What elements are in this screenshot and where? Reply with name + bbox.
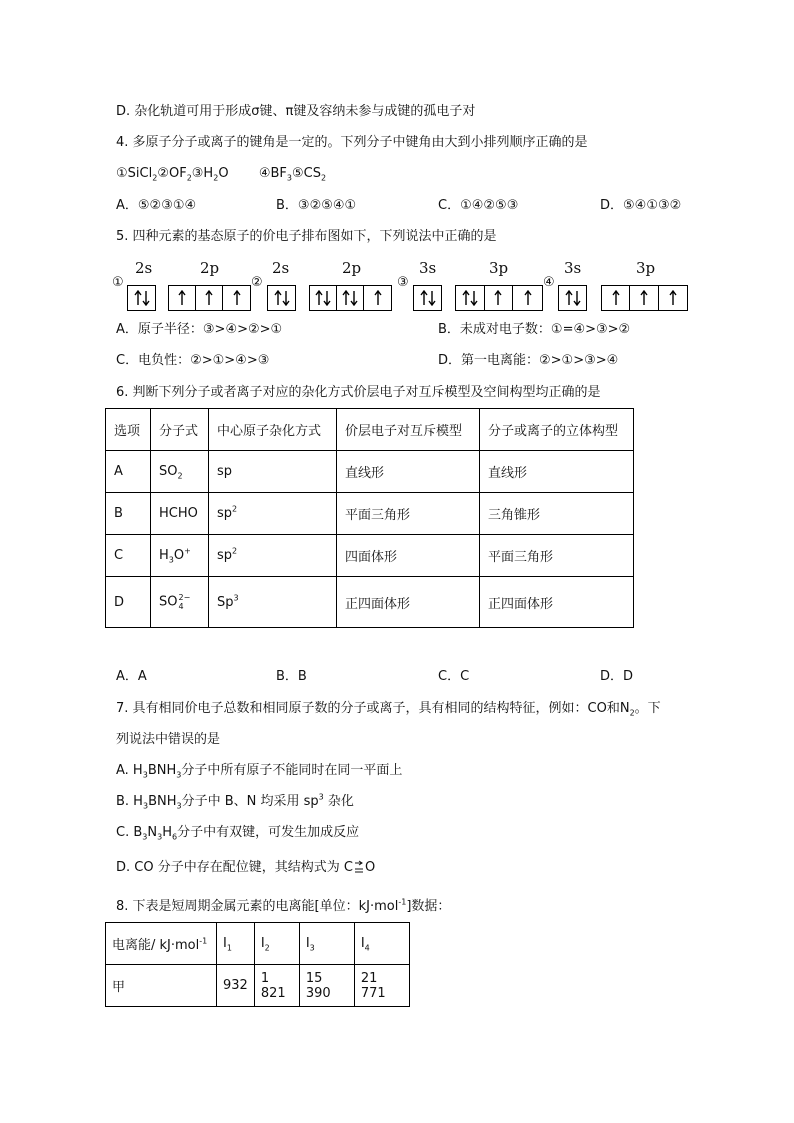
spin-up-arrow-icon: [274, 290, 282, 306]
table-header-cell: 分子式: [151, 409, 209, 451]
orbital-label-p-1: 2p: [200, 259, 220, 277]
s-orbital-box-3: [413, 285, 442, 311]
q6-table: [105, 408, 634, 628]
q5-option-c: C．电负性：②>①>④>③: [116, 353, 270, 368]
table-header-cell: $I_3$: [299, 923, 354, 965]
orbital-cell: [268, 286, 295, 310]
spin-down-arrow-icon: [323, 290, 331, 306]
orbital-cell: [659, 286, 687, 310]
q6-stem: 6. 判断下列分子或者离子对应的杂化方式价层电子对互斥模型及空间构型均正确的是: [116, 385, 601, 400]
spin-up-arrow-icon: [612, 290, 620, 306]
q5-option-a: A．原子半径：③>④>②>①: [116, 322, 283, 337]
hybridization-cell: Sp$^3$: [209, 577, 337, 628]
table-cell: 932: [217, 965, 255, 1007]
table-header-cell: 中心原子杂化方式: [209, 409, 337, 451]
hybridization-cell: $sp^2$: [209, 535, 337, 577]
table-header-cell: 价层电子对互斥模型: [337, 409, 480, 451]
table-header-cell: $I_4$: [354, 923, 409, 965]
atom-number-1: ①: [112, 275, 124, 290]
q4-option-d: D．⑤④①③②: [600, 198, 682, 213]
shape-cell: 正四面体形: [480, 577, 634, 628]
table-row: [106, 577, 634, 628]
shape-cell: 三角锥形: [480, 493, 634, 535]
table-cell: 21 771: [354, 965, 409, 1007]
spin-down-arrow-icon: [428, 290, 436, 306]
orbital-cell: [414, 286, 441, 310]
table-header-cell: 分子或离子的立体构型: [480, 409, 634, 451]
atom-number-4: ④: [543, 275, 555, 290]
q8-stem: 8. 下表是短周期金属元素的电离能[单位：kJ·mol$^{-1}$]数据：: [116, 897, 451, 914]
hybridization-cell: sp: [209, 451, 337, 493]
table-header-cell: 选项: [106, 409, 151, 451]
vsepr-cell: 正四面体形: [337, 577, 480, 628]
orbital-cell: [169, 286, 196, 310]
s-orbital-box-1: [127, 285, 156, 311]
spin-up-arrow-icon: [134, 290, 142, 306]
orbital-label-s-4: 3s: [564, 259, 582, 277]
spin-up-arrow-icon: [524, 290, 532, 306]
s-orbital-box-4: [558, 285, 587, 311]
table-header-row: [106, 923, 410, 965]
option-cell: D: [106, 577, 151, 628]
spin-down-arrow-icon: [282, 290, 290, 306]
orbital-cell: [602, 286, 630, 310]
orbital-cell: [310, 286, 337, 310]
orbital-cell: [364, 286, 391, 310]
q4-stem: 4. 多原子分子或离子的键角是一定的。下列分子中键角由大到小排列顺序正确的是: [116, 135, 588, 150]
spin-up-arrow-icon: [565, 290, 573, 306]
q4-species: $①SiCl_2②OF_2③H_2O$ $④BF_3⑤CS_2$: [116, 166, 327, 183]
q7-option-b: B. $H_3BNH_3$分子中 B、N 均采用 $sp^3$ 杂化: [116, 792, 354, 811]
spin-up-arrow-icon: [420, 290, 428, 306]
option-cell: B: [106, 493, 151, 535]
q4-option-a: A．⑤②③①④: [116, 198, 197, 213]
spin-down-arrow-icon: [350, 290, 358, 306]
p-orbital-box-4: [601, 285, 688, 311]
formula-cell: $H_3O^+$: [151, 535, 209, 577]
vsepr-cell: 平面三角形: [337, 493, 480, 535]
orbital-cell: [513, 286, 542, 310]
formula-cell: SO 2− 4: [151, 577, 209, 628]
vsepr-cell: 四面体形: [337, 535, 480, 577]
p-orbital-box-1: [168, 285, 251, 311]
hybridization-cell: $sp^2$: [209, 493, 337, 535]
table-cell: 1 821: [254, 965, 299, 1007]
orbital-cell: [337, 286, 364, 310]
q6-option-a: A．A: [116, 669, 147, 684]
orbital-cell: [128, 286, 155, 310]
q5-option-b: B．未成对电子数：①=④>③>②: [438, 322, 631, 337]
spin-up-arrow-icon: [233, 290, 241, 306]
shape-cell: 平面三角形: [480, 535, 634, 577]
q4-option-b: B．③②⑤④①: [276, 198, 357, 213]
table-cell: 15 390: [299, 965, 354, 1007]
table-row: [106, 451, 634, 493]
orbital-label-s-3: 3s: [419, 259, 437, 277]
q7-stem-line-2: 列说法中错误的是: [116, 732, 221, 747]
spin-up-arrow-icon: [669, 290, 677, 306]
spin-up-arrow-icon: [494, 290, 502, 306]
p-orbital-box-2: [309, 285, 392, 311]
orbital-cell: [559, 286, 586, 310]
table-header-row: [106, 409, 634, 451]
q3-option-d: D. 杂化轨道可用于形成σ键、π键及容纳未参与成键的孤电子对: [116, 104, 476, 119]
spin-down-arrow-icon: [470, 290, 478, 306]
orbital-label-p-3: 3p: [489, 259, 509, 277]
spin-down-arrow-icon: [142, 290, 150, 306]
spin-up-arrow-icon: [342, 290, 350, 306]
q4-option-c: C．①④②⑤③: [438, 198, 519, 213]
atom-number-3: ③: [397, 275, 409, 290]
spin-up-arrow-icon: [315, 290, 323, 306]
table-header-cell: $I_1$: [217, 923, 255, 965]
vsepr-cell: 直线形: [337, 451, 480, 493]
option-cell: A: [106, 451, 151, 493]
option-cell: C: [106, 535, 151, 577]
table-row: [106, 493, 634, 535]
spin-down-arrow-icon: [573, 290, 581, 306]
row-label-cell: 甲: [106, 965, 217, 1007]
s-orbital-box-2: [267, 285, 296, 311]
table-row: [106, 535, 634, 577]
orbital-cell: [223, 286, 250, 310]
q5-stem: 5. 四种元素的基态原子的价电子排布图如下，下列说法中正确的是: [116, 229, 497, 244]
q7-option-c: C. $B_3N_3H_6$分子中有双键，可发生加成反应: [116, 825, 360, 842]
q7-option-a: A. $H_3BNH_3$分子中所有原子不能同时在同一平面上: [116, 763, 403, 780]
q5-option-d: D．第一电离能：②>①>③>④: [438, 353, 619, 368]
table-row: [106, 965, 410, 1007]
orbital-cell: [196, 286, 223, 310]
spin-up-arrow-icon: [640, 290, 648, 306]
orbital-cell: [630, 286, 658, 310]
orbital-label-p-4: 3p: [636, 259, 656, 277]
orbital-label-s-2: 2s: [272, 259, 290, 277]
p-orbital-box-3: [455, 285, 543, 311]
atom-number-2: ②: [251, 275, 263, 290]
q6-option-b: B．B: [276, 669, 307, 684]
orbital-label-p-2: 2p: [342, 259, 362, 277]
q7-stem-line-1: 7. 具有相同价电子总数和相同原子数的分子或离子，具有相同的结构特征，例如：CO和$N_2$。下: [116, 701, 661, 718]
q6-option-c: C．C: [438, 669, 470, 684]
formula-cell: HCHO: [151, 493, 209, 535]
orbital-cell: [485, 286, 514, 310]
table-header-cell: 电离能/ kJ·mol$^{-1}$: [106, 923, 217, 965]
formula-cell: $SO_2$: [151, 451, 209, 493]
q8-table: [105, 922, 410, 1007]
q7-option-d: D. CO 分子中存在配位键，其结构式为 C O: [116, 860, 376, 875]
coordinate-triple-bond-icon: [354, 860, 364, 876]
shape-cell: 直线形: [480, 451, 634, 493]
spin-up-arrow-icon: [374, 290, 382, 306]
q6-option-d: D．D: [600, 669, 634, 684]
spin-up-arrow-icon: [205, 290, 213, 306]
spin-up-arrow-icon: [178, 290, 186, 306]
spin-up-arrow-icon: [462, 290, 470, 306]
table-header-cell: $I_2$: [254, 923, 299, 965]
orbital-cell: [456, 286, 485, 310]
orbital-label-s-1: 2s: [135, 259, 153, 277]
